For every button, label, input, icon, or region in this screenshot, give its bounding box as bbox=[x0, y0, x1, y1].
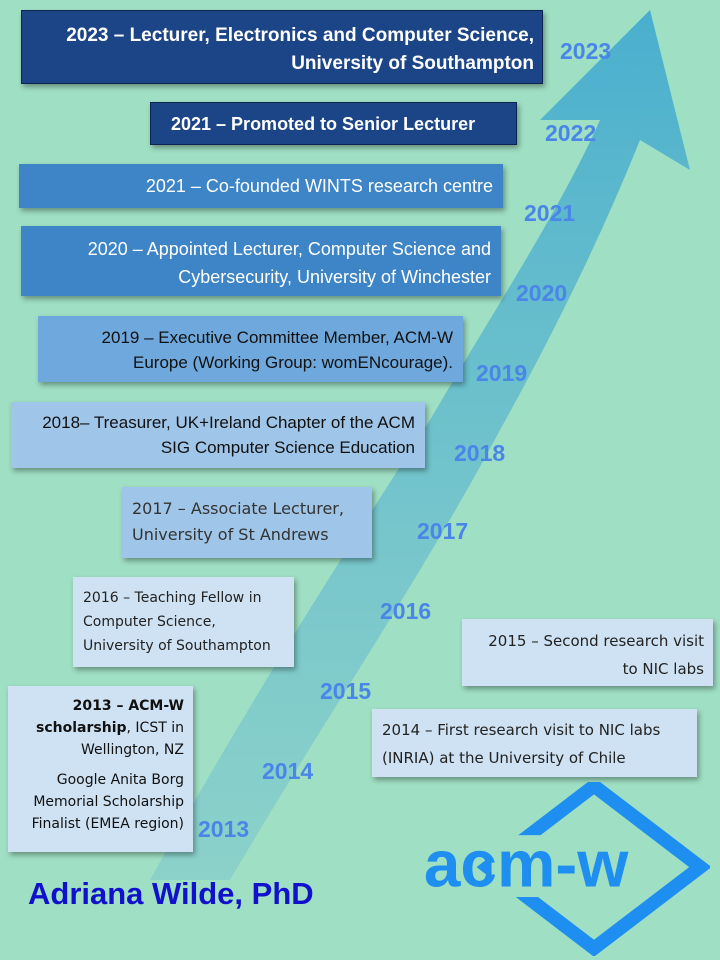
entry-2016: 2016 – Teaching Fellow in Computer Science, University of Southampton bbox=[73, 577, 294, 667]
year-2016: 2016 bbox=[380, 598, 432, 624]
year-2021: 2021 bbox=[524, 200, 576, 226]
entry-2018: 2018– Treasurer, UK+Ireland Chapter of the ACM SIG Computer Science Education bbox=[11, 402, 425, 468]
year-2014: 2014 bbox=[262, 758, 314, 784]
entry-2013 bbox=[8, 686, 193, 852]
author-name: Adriana Wilde, PhD bbox=[28, 876, 314, 911]
entry-2015: 2015 – Second research visit to NIC labs bbox=[462, 619, 713, 686]
entry-2013-scholarship: 2013 – ACM-W scholarship, ICST in Wellington, NZ bbox=[36, 698, 184, 758]
year-2018: 2018 bbox=[454, 440, 506, 466]
year-2019: 2019 bbox=[476, 360, 528, 386]
year-2015: 2015 bbox=[320, 678, 372, 704]
entry-2021-promoted: 2021 – Promoted to Senior Lecturer bbox=[150, 102, 517, 145]
year-2013: 2013 bbox=[198, 816, 250, 842]
entry-2013-google: Google Anita Borg Memorial Scholarship Finalist (EMEA region) bbox=[31, 772, 184, 832]
year-2023: 2023 bbox=[560, 38, 612, 64]
entry-2017: 2017 – Associate Lecturer, University of St Andrews bbox=[122, 487, 372, 558]
entry-2023: 2023 – Lecturer, Electronics and Computer Science, University of Southampton bbox=[21, 10, 543, 84]
year-2022: 2022 bbox=[545, 120, 597, 146]
year-2020: 2020 bbox=[516, 280, 568, 306]
entry-2021-wints: 2021 – Co-founded WINTS research centre bbox=[19, 164, 503, 208]
logo-text: acm-w bbox=[423, 826, 629, 901]
entry-2014: 2014 – First research visit to NIC labs (INRIA) at the University of Chile bbox=[372, 709, 697, 777]
year-2017: 2017 bbox=[417, 518, 469, 544]
entry-2019: 2019 – Executive Committee Member, ACM-W Europe (Working Group: womENcourage). bbox=[38, 316, 463, 382]
entry-2020: 2020 – Appointed Lecturer, Computer Science and Cybersecurity, University of Winchester bbox=[21, 226, 501, 296]
acm-w-logo bbox=[420, 782, 710, 956]
